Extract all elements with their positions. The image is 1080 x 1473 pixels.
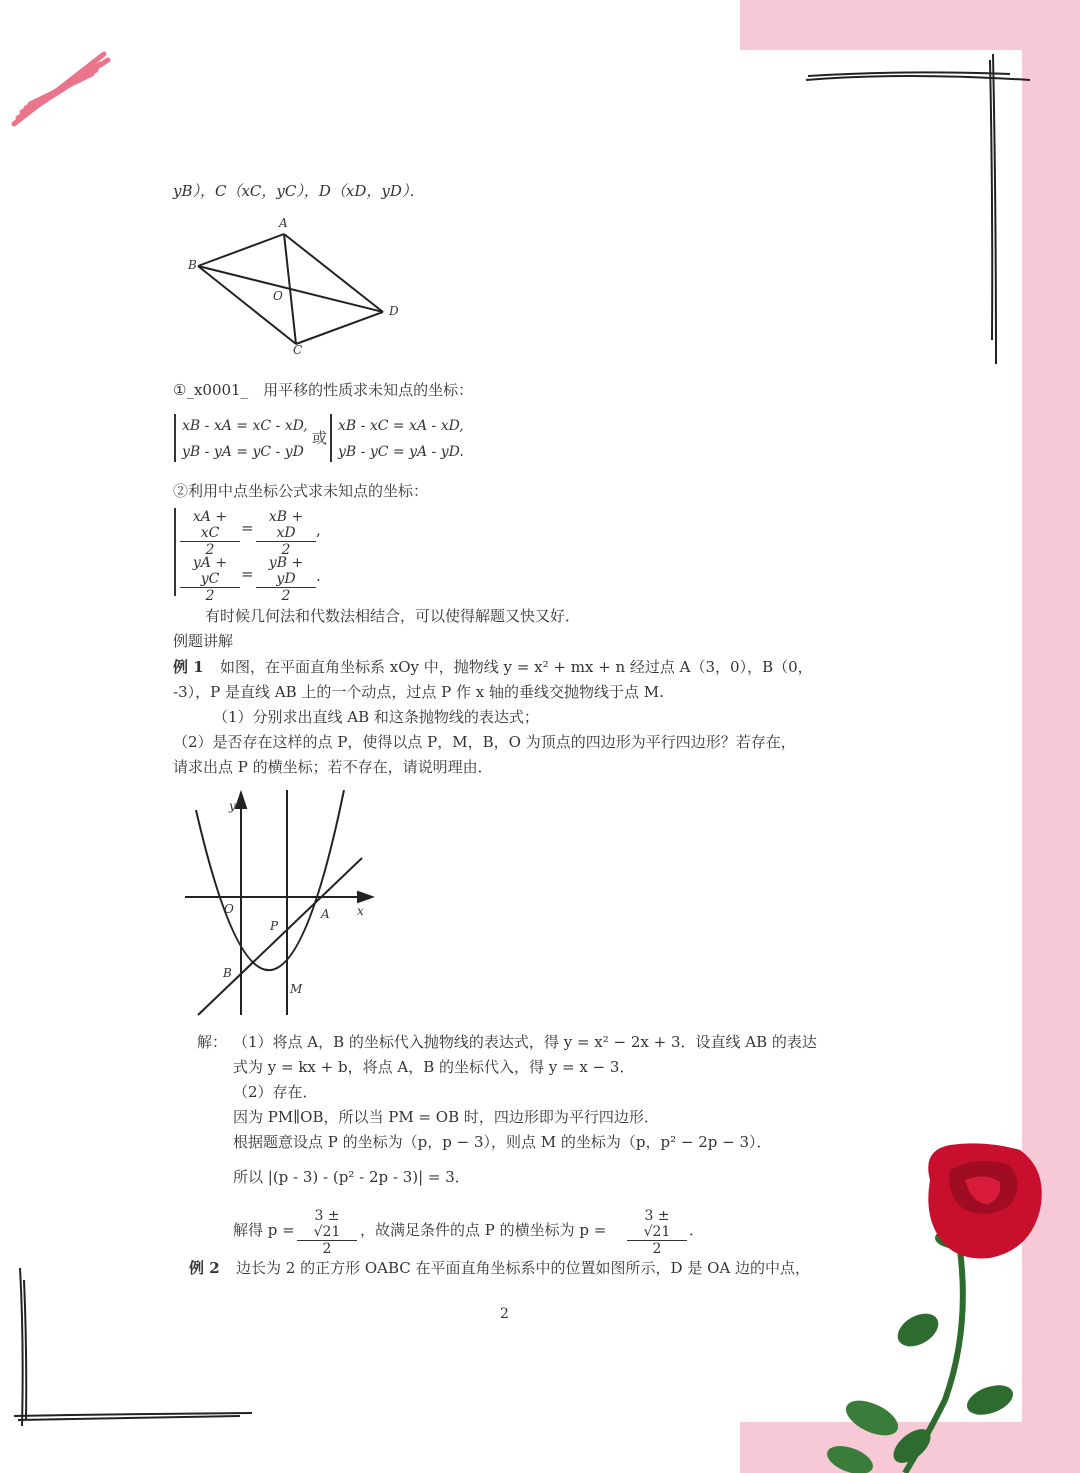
method1-title: ①_x0001_ 用平移的性质求未知点的坐标： (173, 381, 474, 399)
method1-sys1-line1: xB - xA = xC - xD, (182, 418, 308, 434)
fig2-label-b: B (223, 966, 232, 980)
ex1-label: 例 1 (173, 658, 204, 676)
fig1-label-b: B (188, 258, 197, 272)
ex1-question1: （1）分别求出直线 AB 和这条抛物线的表达式； (213, 708, 539, 726)
ex2-line1: 边长为 2 的正方形 OABC 在平面直角坐标系中的位置如图所示，D 是 OA 边的中点， (236, 1259, 810, 1277)
fig1-label-c: C (293, 343, 303, 357)
parabola-curve (196, 790, 344, 970)
ex2-label: 例 2 (189, 1259, 220, 1277)
solution-line2: 式为 y = kx + b，将点 A，B 的坐标代入，得 y = x − 3． (233, 1058, 635, 1076)
eq2-equals: = (241, 565, 254, 583)
eq2-left-fraction: $\frac{yA + yC}{2}$ (180, 555, 240, 604)
solution-fraction-1: $\frac{3 \pm √21}{2}$ (297, 1208, 357, 1257)
eq1-right-fraction: $\frac{xB + xD}{2}$ (256, 509, 316, 558)
fig2-label-y: y (229, 799, 236, 813)
solution-line6: 所以 |(p - 3) - (p² - 2p - 3)| = 3． (233, 1168, 470, 1186)
fig2-label-m: M (290, 982, 303, 996)
solution-line3: （2）存在． (233, 1083, 318, 1101)
solution-line7-middle: ，故满足条件的点 P 的横坐标为 p = (360, 1221, 607, 1239)
fig2-label-a: A (321, 907, 330, 921)
solution-line4: 因为 PM∥OB，所以当 PM = OB 时，四边形即为平行四边形． (233, 1108, 659, 1126)
fig2-label-o: O (224, 902, 234, 916)
top-coordinates-line: yB），C（xC，yC），D（xD，yD）． (173, 182, 425, 200)
solution-line7-prefix: 解得 p = (233, 1221, 295, 1239)
solution-fraction-2: $\frac{3 \pm √21}{2}$ (627, 1208, 687, 1257)
ex1-question2-line1: （2）是否存在这样的点 P，使得以点 P，M，B，O 为顶点的四边形为平行四边形？若存在， (173, 733, 796, 751)
ex1-question2-line2: 请求出点 P 的横坐标；若不存在，请说明理由． (173, 758, 493, 776)
eq1-tail: , (316, 521, 321, 539)
method1-sys2-line1: xB - xC = xA - xD, (338, 418, 464, 434)
edge-cd (296, 312, 383, 344)
solution-line5: 根据题意设点 P 的坐标为（p，p − 3），则点 M 的坐标为（p，p² − 2p − 3）． (233, 1133, 772, 1151)
fig1-label-a: A (279, 216, 288, 230)
quadrilateral-figure (180, 212, 410, 362)
ex1-line1: 如图，在平面直角坐标系 xOy 中，抛物线 y = x² + mx + n 经过点 A（3，0），B（0， (220, 658, 813, 676)
fig2-label-x: x (357, 904, 364, 918)
method2-title: ②利用中点坐标公式求未知点的坐标： (173, 482, 429, 500)
eq1-equals: = (241, 519, 254, 537)
parabola-figure (180, 790, 380, 1020)
solution-line7-end: ． (689, 1221, 705, 1239)
ex1-line2: -3），P 是直线 AB 上的一个动点，过点 P 作 x 轴的垂线交抛物线于点 M. (173, 683, 664, 701)
line-ab (198, 858, 362, 1015)
brace-left-3 (174, 508, 176, 596)
note-text: 有时候几何法和代数法相结合，可以使得解题又快又好． (205, 607, 581, 625)
brace-left-1 (174, 414, 176, 462)
edge-ab (198, 234, 284, 266)
method1-sys2-line2: yB - yC = yA - yD. (338, 444, 464, 460)
x-axis-arrow (358, 892, 372, 902)
method1-or: 或 (312, 429, 328, 447)
page-number: 2 (500, 1306, 509, 1322)
fig1-label-d: D (389, 304, 399, 318)
eq2-tail: . (316, 567, 321, 585)
y-axis-arrow (236, 793, 246, 808)
eq1-left-fraction: $\frac{xA + xC}{2}$ (180, 509, 240, 558)
fig2-label-p: P (270, 919, 279, 933)
brace-left-2 (330, 414, 332, 462)
solution-label: 解： (197, 1033, 228, 1051)
section-title: 例题讲解 (173, 632, 234, 650)
eq2-right-fraction: $\frac{yB + yD}{2}$ (256, 555, 316, 604)
fig1-label-o: O (273, 289, 283, 303)
solution-line1: （1）将点 A，B 的坐标代入抛物线的表达式，得 y = x² − 2x + 3．设直线 AB 的表达 (233, 1033, 817, 1051)
method1-sys1-line2: yB - yA = yC - yD (182, 444, 304, 460)
